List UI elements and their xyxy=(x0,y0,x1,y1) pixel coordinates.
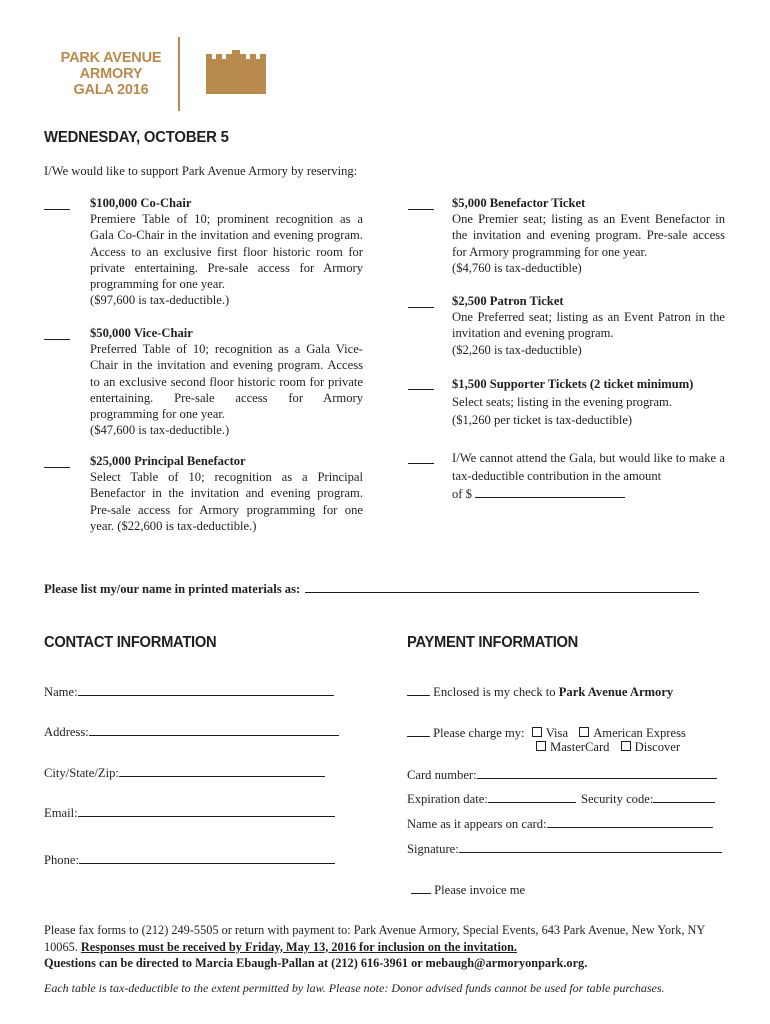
contact-address-row xyxy=(44,723,339,740)
printed-name-row xyxy=(44,580,699,597)
checkbox-icon xyxy=(532,727,542,737)
intro-text: I/We would like to support Park Avenue Armory by reserving: xyxy=(44,164,358,178)
security-field[interactable] xyxy=(653,790,715,803)
invoice-label: Please invoice me xyxy=(434,883,526,897)
expiration-label: Expiration date: xyxy=(407,792,488,806)
option-cochair xyxy=(90,195,363,308)
payment-charge-row-2 xyxy=(536,740,680,755)
city-field[interactable] xyxy=(119,764,325,777)
option-blank-principal[interactable] xyxy=(44,456,70,468)
card-option-discover[interactable]: Discover xyxy=(621,740,680,754)
option-vicechair xyxy=(90,325,363,438)
option-title: $25,000 Principal Benefactor xyxy=(90,454,246,468)
option-blank-vicechair[interactable] xyxy=(44,328,70,340)
logo-line-2: ARMORY xyxy=(79,66,143,82)
contact-phone-row xyxy=(44,851,335,868)
logo-line-1: PARK AVENUE xyxy=(60,50,162,66)
check-label: Enclosed is my check to xyxy=(433,685,556,699)
option-title: $1,500 Supporter Tickets (2 ticket minimum) xyxy=(452,377,694,391)
option-blank-donation[interactable] xyxy=(408,452,434,464)
name-label: Name: xyxy=(44,685,78,699)
name-on-card-label: Name as it appears on card: xyxy=(407,817,547,831)
card-number-row xyxy=(407,766,717,783)
check-payee: Park Avenue Armory xyxy=(558,685,674,699)
invoice-blank[interactable] xyxy=(411,881,431,894)
card-option-visa[interactable]: Visa xyxy=(532,726,568,740)
option-blank-cochair[interactable] xyxy=(44,198,70,210)
option-body: Select seats; listing in the evening program. xyxy=(452,395,672,409)
fax-instructions: Please fax forms to (212) 249-5505 or return with payment to: Park Avenue Armory, Special Events, 643 Park Avenue, New York, NY 10065. xyxy=(44,923,705,954)
printed-name-label: Please list my/our name in printed materials as: xyxy=(44,582,301,596)
checkbox-icon xyxy=(536,741,546,751)
option-title: $50,000 Vice-Chair xyxy=(90,326,193,340)
contact-heading: CONTACT INFORMATION xyxy=(44,634,217,651)
donation-amount-label: of $ xyxy=(452,487,472,501)
logo-divider xyxy=(178,37,180,111)
option-tax: ($47,600 is tax-deductible.) xyxy=(90,423,230,438)
security-label: Security code: xyxy=(580,792,654,806)
option-patron xyxy=(452,293,725,358)
logo-line-3: GALA 2016 xyxy=(73,82,149,98)
payment-check-row xyxy=(407,683,673,700)
address-label: Address: xyxy=(44,725,89,739)
card-number-label: Card number: xyxy=(407,768,477,782)
check-blank[interactable] xyxy=(407,683,430,696)
contact-name-row xyxy=(44,683,334,700)
event-date-heading: WEDNESDAY, OCTOBER 5 xyxy=(44,129,229,146)
option-blank-benefactor[interactable] xyxy=(408,198,434,210)
option-supporter xyxy=(452,375,725,429)
contact-email-row xyxy=(44,804,335,821)
donation-amount-field[interactable] xyxy=(475,485,625,498)
charge-label: Please charge my: xyxy=(433,726,525,740)
expiration-row xyxy=(407,790,715,807)
payment-heading: PAYMENT INFORMATION xyxy=(407,634,579,651)
printed-name-field[interactable] xyxy=(305,580,699,593)
card-option-mastercard[interactable]: MasterCard xyxy=(536,740,609,754)
option-body: One Preferred seat; listing as an Event Patron in the invitation and evening program. xyxy=(452,310,725,341)
address-field[interactable] xyxy=(89,723,339,736)
castle-icon xyxy=(206,50,266,94)
option-blank-supporter[interactable] xyxy=(408,378,434,390)
option-body: Select Table of 10; recognition as a Principal Benefactor in the invitation and evening program. Pre-sale access for Armory programming for one year. ($22,600 is tax-deductible.) xyxy=(90,470,363,533)
signature-row xyxy=(407,840,722,857)
option-blank-patron[interactable] xyxy=(408,296,434,308)
name-field[interactable] xyxy=(78,683,334,696)
phone-field[interactable] xyxy=(79,851,335,864)
contact-city-row xyxy=(44,764,325,781)
option-body: I/We cannot attend the Gala, but would like to make a tax-deductible contribution in the amount xyxy=(452,451,725,483)
option-title: $5,000 Benefactor Ticket xyxy=(452,196,586,210)
questions-contact: Questions can be directed to Marcia Ebaugh-Pallan at (212) 616-3961 or mebaugh@armoryonpark.org. xyxy=(44,956,588,970)
option-tax: ($2,260 is tax-deductible) xyxy=(452,342,582,357)
option-title: $2,500 Patron Ticket xyxy=(452,294,564,308)
checkbox-icon xyxy=(621,741,631,751)
option-tax: ($4,760 is tax-deductible) xyxy=(452,260,582,275)
option-body: Premiere Table of 10; prominent recognition as a Gala Co-Chair in the invitation and evening program. Access to an exclusive first floor historic room for private entertaining. Pre-sale access for Armory programming for one year. xyxy=(90,212,363,292)
card-option-amex[interactable]: American Express xyxy=(579,726,686,740)
tax-disclaimer: Each table is tax-deductible to the extent permitted by law. Please note: Donor advised funds cannot be used for table purchases. xyxy=(44,981,665,995)
option-body: One Premier seat; listing as an Event Benefactor in the invitation and evening program. Pre-sale access for Armory programming for one year. xyxy=(452,212,725,259)
email-label: Email: xyxy=(44,806,78,820)
deadline-notice: Responses must be received by Friday, May 13, 2016 for inclusion on the invitation. xyxy=(80,939,518,954)
name-on-card-field[interactable] xyxy=(547,815,713,828)
email-field[interactable] xyxy=(78,804,335,817)
option-donation xyxy=(452,449,725,503)
signature-field[interactable] xyxy=(459,840,722,853)
option-title: $100,000 Co-Chair xyxy=(90,196,192,210)
option-tax: ($1,260 per ticket is tax-deductible) xyxy=(452,413,633,427)
card-number-field[interactable] xyxy=(477,766,717,779)
expiration-field[interactable] xyxy=(488,790,576,803)
checkbox-icon xyxy=(579,727,589,737)
option-tax: ($97,600 is tax-deductible.) xyxy=(90,293,230,308)
city-label: City/State/Zip: xyxy=(44,766,119,780)
option-principal xyxy=(90,453,363,534)
invoice-row xyxy=(411,881,525,898)
name-on-card-row xyxy=(407,815,713,832)
payment-charge-row xyxy=(407,724,686,741)
charge-blank[interactable] xyxy=(407,724,430,737)
option-benefactor xyxy=(452,195,725,276)
footer-instructions xyxy=(44,922,734,955)
signature-label: Signature: xyxy=(407,842,459,856)
phone-label: Phone: xyxy=(44,853,79,867)
gala-logo-wordmark xyxy=(56,50,166,98)
option-body: Preferred Table of 10; recognition as a Gala Vice-Chair in the invitation and evening program. Access to an exclusive second floor historic room for private entertaining. Pre-sale access for Armory programming for one year. xyxy=(90,342,363,422)
